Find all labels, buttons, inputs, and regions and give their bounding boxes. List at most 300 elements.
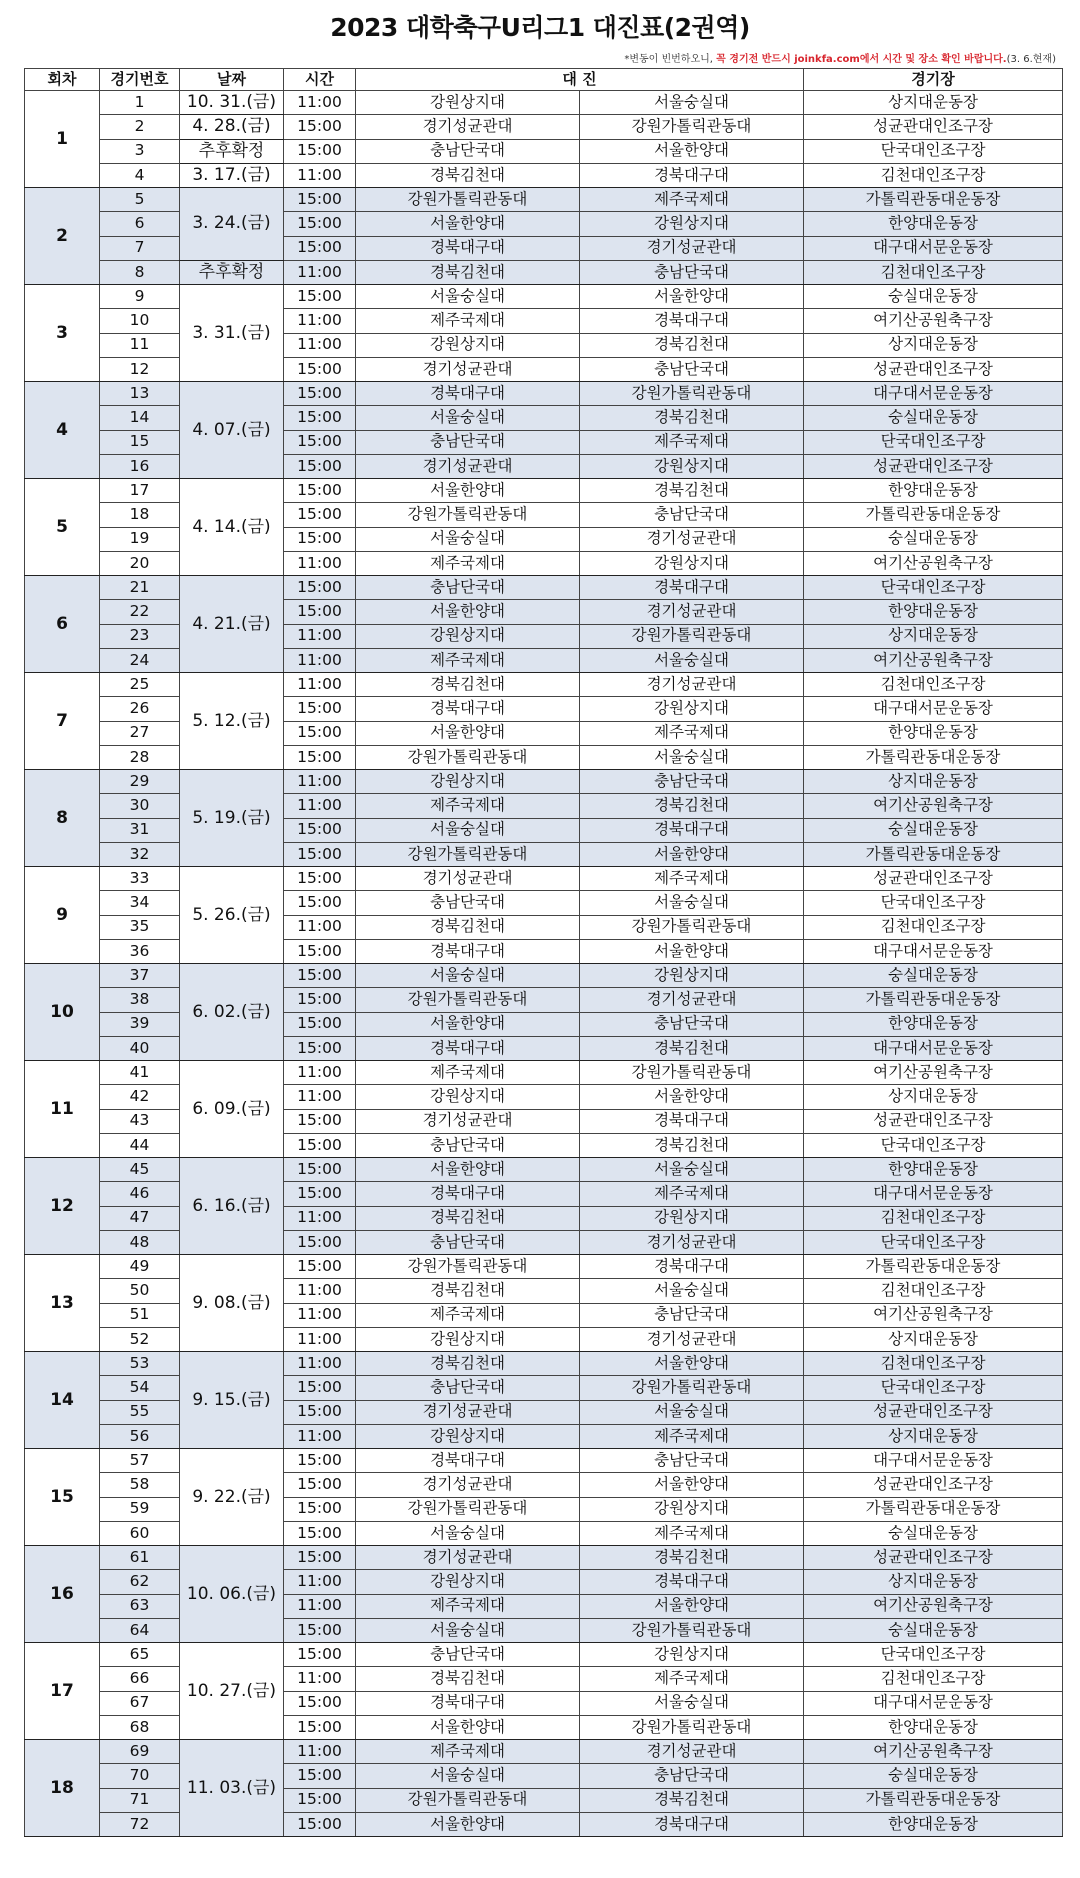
date-cell: 5. 19.(금) — [180, 770, 284, 867]
venue-cell: 여기산공원축구장 — [804, 1740, 1063, 1764]
date-cell: 4. 28.(금) — [180, 115, 284, 139]
header-venue: 경기장 — [804, 69, 1063, 91]
time-cell: 15:00 — [284, 1133, 356, 1157]
home-team-cell: 서울한양대 — [356, 600, 580, 624]
venue-cell: 숭실대운동장 — [804, 1618, 1063, 1642]
venue-cell: 숭실대운동장 — [804, 1521, 1063, 1545]
time-cell: 15:00 — [284, 188, 356, 212]
match-no-cell: 60 — [100, 1521, 180, 1545]
table-row — [25, 576, 1063, 600]
time-cell: 11:00 — [284, 309, 356, 333]
away-team-cell: 제주국제대 — [580, 1521, 804, 1545]
match-no-cell: 14 — [100, 406, 180, 430]
home-team-cell: 경북대구대 — [356, 1036, 580, 1060]
match-no-cell: 25 — [100, 673, 180, 697]
home-team-cell: 제주국제대 — [356, 794, 580, 818]
venue-cell: 김천대인조구장 — [804, 163, 1063, 187]
table-row — [25, 1352, 1063, 1376]
venue-cell: 가톨릭관동대운동장 — [804, 503, 1063, 527]
home-team-cell: 서울한양대 — [356, 721, 580, 745]
time-cell: 15:00 — [284, 697, 356, 721]
venue-cell: 숭실대운동장 — [804, 818, 1063, 842]
home-team-cell: 경기성균관대 — [356, 1400, 580, 1424]
date-cell: 9. 15.(금) — [180, 1352, 284, 1449]
time-cell: 11:00 — [284, 333, 356, 357]
away-team-cell: 경북대구대 — [580, 1109, 804, 1133]
home-team-cell: 경북대구대 — [356, 939, 580, 963]
date-cell: 4. 14.(금) — [180, 479, 284, 576]
away-team-cell: 경북김천대 — [580, 406, 804, 430]
home-team-cell: 강원가톨릭관동대 — [356, 503, 580, 527]
away-team-cell: 강원상지대 — [580, 212, 804, 236]
time-cell: 15:00 — [284, 1230, 356, 1254]
time-cell: 15:00 — [284, 1764, 356, 1788]
away-team-cell: 서울한양대 — [580, 1085, 804, 1109]
time-cell: 15:00 — [284, 1376, 356, 1400]
time-cell: 15:00 — [284, 1812, 356, 1836]
venue-cell: 단국대인조구장 — [804, 891, 1063, 915]
notice-highlight: 꼭 경기전 반드시 joinkfa.com에서 시간 및 장소 확인 바랍니다. — [716, 54, 1007, 65]
time-cell: 15:00 — [284, 406, 356, 430]
match-no-cell: 48 — [100, 1230, 180, 1254]
time-cell: 15:00 — [284, 1473, 356, 1497]
match-no-cell: 66 — [100, 1667, 180, 1691]
table-row — [25, 1061, 1063, 1085]
match-no-cell: 64 — [100, 1618, 180, 1642]
match-no-cell: 40 — [100, 1036, 180, 1060]
match-no-cell: 59 — [100, 1497, 180, 1521]
round-cell: 6 — [25, 576, 100, 673]
venue-cell: 한양대운동장 — [804, 212, 1063, 236]
time-cell: 15:00 — [284, 745, 356, 769]
match-no-cell: 68 — [100, 1715, 180, 1739]
date-cell: 3. 31.(금) — [180, 285, 284, 382]
notice-prefix: *변동이 빈번하오니, — [624, 54, 717, 65]
home-team-cell: 제주국제대 — [356, 551, 580, 575]
time-cell: 15:00 — [284, 842, 356, 866]
table-row — [25, 867, 1063, 891]
home-team-cell: 제주국제대 — [356, 1594, 580, 1618]
time-cell: 15:00 — [284, 1109, 356, 1133]
table-row — [25, 1449, 1063, 1473]
venue-cell: 성균관대인조구장 — [804, 454, 1063, 478]
table-row — [25, 673, 1063, 697]
match-no-cell: 46 — [100, 1182, 180, 1206]
date-cell: 추후확정 — [180, 260, 284, 284]
date-cell: 5. 26.(금) — [180, 867, 284, 964]
venue-cell: 가톨릭관동대운동장 — [804, 1788, 1063, 1812]
time-cell: 11:00 — [284, 1740, 356, 1764]
venue-cell: 단국대인조구장 — [804, 430, 1063, 454]
venue-cell: 한양대운동장 — [804, 1158, 1063, 1182]
time-cell: 11:00 — [284, 648, 356, 672]
venue-cell: 김천대인조구장 — [804, 915, 1063, 939]
match-no-cell: 72 — [100, 1812, 180, 1836]
away-team-cell: 충남단국대 — [580, 770, 804, 794]
match-no-cell: 19 — [100, 527, 180, 551]
table-row — [25, 964, 1063, 988]
time-cell: 15:00 — [284, 1618, 356, 1642]
home-team-cell: 충남단국대 — [356, 1133, 580, 1157]
home-team-cell: 충남단국대 — [356, 891, 580, 915]
time-cell: 15:00 — [284, 1497, 356, 1521]
time-cell: 15:00 — [284, 1449, 356, 1473]
time-cell: 15:00 — [284, 1546, 356, 1570]
home-team-cell: 서울숭실대 — [356, 406, 580, 430]
home-team-cell: 경북대구대 — [356, 382, 580, 406]
venue-cell: 상지대운동장 — [804, 1424, 1063, 1448]
away-team-cell: 강원가톨릭관동대 — [580, 1376, 804, 1400]
away-team-cell: 서울숭실대 — [580, 891, 804, 915]
time-cell: 11:00 — [284, 673, 356, 697]
home-team-cell: 강원상지대 — [356, 333, 580, 357]
header-match-no: 경기번호 — [100, 69, 180, 91]
home-team-cell: 제주국제대 — [356, 1740, 580, 1764]
home-team-cell: 강원가톨릭관동대 — [356, 745, 580, 769]
away-team-cell: 강원상지대 — [580, 454, 804, 478]
away-team-cell: 경북김천대 — [580, 794, 804, 818]
home-team-cell: 충남단국대 — [356, 576, 580, 600]
match-no-cell: 4 — [100, 163, 180, 187]
match-no-cell: 12 — [100, 357, 180, 381]
match-no-cell: 17 — [100, 479, 180, 503]
away-team-cell: 경기성균관대 — [580, 988, 804, 1012]
home-team-cell: 경북대구대 — [356, 1182, 580, 1206]
match-no-cell: 53 — [100, 1352, 180, 1376]
match-no-cell: 55 — [100, 1400, 180, 1424]
time-cell: 15:00 — [284, 1715, 356, 1739]
venue-cell: 한양대운동장 — [804, 1812, 1063, 1836]
away-team-cell: 충남단국대 — [580, 260, 804, 284]
home-team-cell: 경기성균관대 — [356, 1546, 580, 1570]
time-cell: 15:00 — [284, 1788, 356, 1812]
notice-suffix: (3. 6.현재) — [1006, 54, 1056, 65]
date-cell: 10. 06.(금) — [180, 1546, 284, 1643]
match-no-cell: 52 — [100, 1327, 180, 1351]
away-team-cell: 강원가톨릭관동대 — [580, 624, 804, 648]
match-no-cell: 47 — [100, 1206, 180, 1230]
venue-cell: 숭실대운동장 — [804, 527, 1063, 551]
away-team-cell: 경북김천대 — [580, 1788, 804, 1812]
home-team-cell: 강원가톨릭관동대 — [356, 1497, 580, 1521]
time-cell: 11:00 — [284, 794, 356, 818]
away-team-cell: 강원상지대 — [580, 964, 804, 988]
home-team-cell: 서울숭실대 — [356, 818, 580, 842]
time-cell: 15:00 — [284, 1400, 356, 1424]
away-team-cell: 경북대구대 — [580, 1812, 804, 1836]
away-team-cell: 경기성균관대 — [580, 1230, 804, 1254]
away-team-cell: 경북대구대 — [580, 576, 804, 600]
away-team-cell: 강원가톨릭관동대 — [580, 1715, 804, 1739]
time-cell: 11:00 — [284, 1206, 356, 1230]
away-team-cell: 강원가톨릭관동대 — [580, 1061, 804, 1085]
venue-cell: 김천대인조구장 — [804, 260, 1063, 284]
date-cell: 9. 22.(금) — [180, 1449, 284, 1546]
venue-cell: 대구대서문운동장 — [804, 1449, 1063, 1473]
venue-cell: 한양대운동장 — [804, 479, 1063, 503]
venue-cell: 한양대운동장 — [804, 1715, 1063, 1739]
match-no-cell: 1 — [100, 91, 180, 115]
venue-cell: 숭실대운동장 — [804, 1764, 1063, 1788]
match-no-cell: 38 — [100, 988, 180, 1012]
match-no-cell: 35 — [100, 915, 180, 939]
away-team-cell: 서울숭실대 — [580, 1400, 804, 1424]
round-cell: 5 — [25, 479, 100, 576]
venue-cell: 가톨릭관동대운동장 — [804, 842, 1063, 866]
away-team-cell: 경기성균관대 — [580, 1740, 804, 1764]
venue-cell: 김천대인조구장 — [804, 1667, 1063, 1691]
match-no-cell: 21 — [100, 576, 180, 600]
venue-cell: 상지대운동장 — [804, 1570, 1063, 1594]
time-cell: 11:00 — [284, 1327, 356, 1351]
match-no-cell: 71 — [100, 1788, 180, 1812]
date-cell: 10. 27.(금) — [180, 1643, 284, 1740]
match-no-cell: 57 — [100, 1449, 180, 1473]
match-no-cell: 7 — [100, 236, 180, 260]
away-team-cell: 강원상지대 — [580, 1206, 804, 1230]
match-no-cell: 31 — [100, 818, 180, 842]
venue-cell: 상지대운동장 — [804, 1085, 1063, 1109]
home-team-cell: 경북김천대 — [356, 260, 580, 284]
match-no-cell: 54 — [100, 1376, 180, 1400]
home-team-cell: 경북대구대 — [356, 236, 580, 260]
table-row — [25, 1740, 1063, 1764]
away-team-cell: 서울한양대 — [580, 842, 804, 866]
date-cell: 4. 07.(금) — [180, 382, 284, 479]
time-cell: 15:00 — [284, 503, 356, 527]
away-team-cell: 충남단국대 — [580, 1764, 804, 1788]
match-no-cell: 67 — [100, 1691, 180, 1715]
match-no-cell: 16 — [100, 454, 180, 478]
time-cell: 15:00 — [284, 357, 356, 381]
match-no-cell: 41 — [100, 1061, 180, 1085]
venue-cell: 단국대인조구장 — [804, 1230, 1063, 1254]
away-team-cell: 서울한양대 — [580, 285, 804, 309]
match-no-cell: 20 — [100, 551, 180, 575]
away-team-cell: 경북대구대 — [580, 818, 804, 842]
match-no-cell: 3 — [100, 139, 180, 163]
home-team-cell: 강원가톨릭관동대 — [356, 1788, 580, 1812]
time-cell: 15:00 — [284, 1182, 356, 1206]
home-team-cell: 충남단국대 — [356, 1643, 580, 1667]
match-no-cell: 2 — [100, 115, 180, 139]
time-cell: 15:00 — [284, 1158, 356, 1182]
home-team-cell: 경북대구대 — [356, 1691, 580, 1715]
round-cell: 16 — [25, 1546, 100, 1643]
table-row — [25, 91, 1063, 115]
home-team-cell: 경북김천대 — [356, 163, 580, 187]
home-team-cell: 충남단국대 — [356, 1376, 580, 1400]
round-cell: 1 — [25, 91, 100, 188]
date-cell: 11. 03.(금) — [180, 1740, 284, 1837]
away-team-cell: 서울한양대 — [580, 139, 804, 163]
home-team-cell: 제주국제대 — [356, 1061, 580, 1085]
table-row — [25, 1158, 1063, 1182]
time-cell: 15:00 — [284, 1643, 356, 1667]
match-no-cell: 56 — [100, 1424, 180, 1448]
home-team-cell: 충남단국대 — [356, 1230, 580, 1254]
away-team-cell: 경북김천대 — [580, 1133, 804, 1157]
table-row — [25, 285, 1063, 309]
header-row — [25, 69, 1063, 91]
round-cell: 11 — [25, 1061, 100, 1158]
date-cell: 6. 16.(금) — [180, 1158, 284, 1255]
time-cell: 15:00 — [284, 115, 356, 139]
venue-cell: 상지대운동장 — [804, 333, 1063, 357]
venue-cell: 숭실대운동장 — [804, 964, 1063, 988]
match-no-cell: 58 — [100, 1473, 180, 1497]
time-cell: 11:00 — [284, 915, 356, 939]
round-cell: 2 — [25, 188, 100, 285]
match-no-cell: 5 — [100, 188, 180, 212]
away-team-cell: 제주국제대 — [580, 430, 804, 454]
venue-cell: 상지대운동장 — [804, 624, 1063, 648]
away-team-cell: 강원가톨릭관동대 — [580, 382, 804, 406]
venue-cell: 김천대인조구장 — [804, 673, 1063, 697]
away-team-cell: 제주국제대 — [580, 1182, 804, 1206]
venue-cell: 대구대서문운동장 — [804, 1691, 1063, 1715]
home-team-cell: 경기성균관대 — [356, 357, 580, 381]
round-cell: 7 — [25, 673, 100, 770]
match-no-cell: 30 — [100, 794, 180, 818]
time-cell: 15:00 — [284, 964, 356, 988]
match-no-cell: 69 — [100, 1740, 180, 1764]
match-no-cell: 34 — [100, 891, 180, 915]
time-cell: 11:00 — [284, 770, 356, 794]
away-team-cell: 서울숭실대 — [580, 1691, 804, 1715]
time-cell: 15:00 — [284, 867, 356, 891]
date-cell: 5. 12.(금) — [180, 673, 284, 770]
venue-cell: 여기산공원축구장 — [804, 648, 1063, 672]
away-team-cell: 서울한양대 — [580, 1473, 804, 1497]
home-team-cell: 서울숭실대 — [356, 1521, 580, 1545]
home-team-cell: 경기성균관대 — [356, 115, 580, 139]
venue-cell: 가톨릭관동대운동장 — [804, 1497, 1063, 1521]
home-team-cell: 강원상지대 — [356, 1085, 580, 1109]
home-team-cell: 강원상지대 — [356, 1570, 580, 1594]
away-team-cell: 제주국제대 — [580, 721, 804, 745]
time-cell: 15:00 — [284, 891, 356, 915]
round-cell: 12 — [25, 1158, 100, 1255]
match-no-cell: 37 — [100, 964, 180, 988]
away-team-cell: 경북김천대 — [580, 333, 804, 357]
venue-cell: 김천대인조구장 — [804, 1279, 1063, 1303]
home-team-cell: 제주국제대 — [356, 648, 580, 672]
venue-cell: 상지대운동장 — [804, 1327, 1063, 1351]
venue-cell: 성균관대인조구장 — [804, 1109, 1063, 1133]
venue-cell: 한양대운동장 — [804, 600, 1063, 624]
home-team-cell: 충남단국대 — [356, 430, 580, 454]
away-team-cell: 경기성균관대 — [580, 600, 804, 624]
table-row — [25, 770, 1063, 794]
home-team-cell: 서울한양대 — [356, 1812, 580, 1836]
match-no-cell: 44 — [100, 1133, 180, 1157]
match-no-cell: 36 — [100, 939, 180, 963]
match-no-cell: 24 — [100, 648, 180, 672]
time-cell: 11:00 — [284, 1594, 356, 1618]
home-team-cell: 경북김천대 — [356, 1667, 580, 1691]
away-team-cell: 강원가톨릭관동대 — [580, 115, 804, 139]
away-team-cell: 제주국제대 — [580, 1667, 804, 1691]
match-no-cell: 15 — [100, 430, 180, 454]
away-team-cell: 제주국제대 — [580, 867, 804, 891]
away-team-cell: 강원상지대 — [580, 697, 804, 721]
round-cell: 15 — [25, 1449, 100, 1546]
away-team-cell: 경기성균관대 — [580, 527, 804, 551]
away-team-cell: 서울숭실대 — [580, 1279, 804, 1303]
away-team-cell: 강원상지대 — [580, 1497, 804, 1521]
match-no-cell: 32 — [100, 842, 180, 866]
time-cell: 15:00 — [284, 285, 356, 309]
venue-cell: 대구대서문운동장 — [804, 939, 1063, 963]
away-team-cell: 경북대구대 — [580, 1255, 804, 1279]
home-team-cell: 강원상지대 — [356, 624, 580, 648]
match-no-cell: 51 — [100, 1303, 180, 1327]
away-team-cell: 충남단국대 — [580, 357, 804, 381]
table-row — [25, 115, 1063, 139]
time-cell: 15:00 — [284, 939, 356, 963]
home-team-cell: 제주국제대 — [356, 1303, 580, 1327]
away-team-cell: 서울한양대 — [580, 1594, 804, 1618]
match-no-cell: 8 — [100, 260, 180, 284]
time-cell: 11:00 — [284, 163, 356, 187]
time-cell: 11:00 — [284, 91, 356, 115]
match-no-cell: 26 — [100, 697, 180, 721]
home-team-cell: 강원상지대 — [356, 1424, 580, 1448]
home-team-cell: 서울숭실대 — [356, 1618, 580, 1642]
date-cell: 추후확정 — [180, 139, 284, 163]
header-matchup: 대 진 — [356, 69, 804, 91]
match-no-cell: 10 — [100, 309, 180, 333]
venue-cell: 성균관대인조구장 — [804, 867, 1063, 891]
match-no-cell: 42 — [100, 1085, 180, 1109]
time-cell: 11:00 — [284, 1424, 356, 1448]
date-cell: 4. 21.(금) — [180, 576, 284, 673]
home-team-cell: 경북김천대 — [356, 1279, 580, 1303]
home-team-cell: 강원상지대 — [356, 91, 580, 115]
home-team-cell: 경북김천대 — [356, 1352, 580, 1376]
home-team-cell: 강원상지대 — [356, 770, 580, 794]
table-row — [25, 260, 1063, 284]
venue-cell: 대구대서문운동장 — [804, 236, 1063, 260]
venue-cell: 숭실대운동장 — [804, 406, 1063, 430]
away-team-cell: 경북대구대 — [580, 163, 804, 187]
round-cell: 9 — [25, 867, 100, 964]
time-cell: 15:00 — [284, 576, 356, 600]
time-cell: 15:00 — [284, 1255, 356, 1279]
time-cell: 15:00 — [284, 527, 356, 551]
home-team-cell: 강원가톨릭관동대 — [356, 188, 580, 212]
time-cell: 15:00 — [284, 212, 356, 236]
time-cell: 15:00 — [284, 382, 356, 406]
time-cell: 11:00 — [284, 260, 356, 284]
match-no-cell: 63 — [100, 1594, 180, 1618]
date-cell: 6. 09.(금) — [180, 1061, 284, 1158]
match-no-cell: 62 — [100, 1570, 180, 1594]
venue-cell: 가톨릭관동대운동장 — [804, 988, 1063, 1012]
venue-cell: 단국대인조구장 — [804, 139, 1063, 163]
table-row — [25, 1546, 1063, 1570]
round-cell: 3 — [25, 285, 100, 382]
away-team-cell: 서울숭실대 — [580, 648, 804, 672]
table-row — [25, 188, 1063, 212]
venue-cell: 대구대서문운동장 — [804, 1036, 1063, 1060]
header-time: 시간 — [284, 69, 356, 91]
match-no-cell: 28 — [100, 745, 180, 769]
home-team-cell: 경북김천대 — [356, 915, 580, 939]
home-team-cell: 강원가톨릭관동대 — [356, 1255, 580, 1279]
venue-cell: 김천대인조구장 — [804, 1206, 1063, 1230]
